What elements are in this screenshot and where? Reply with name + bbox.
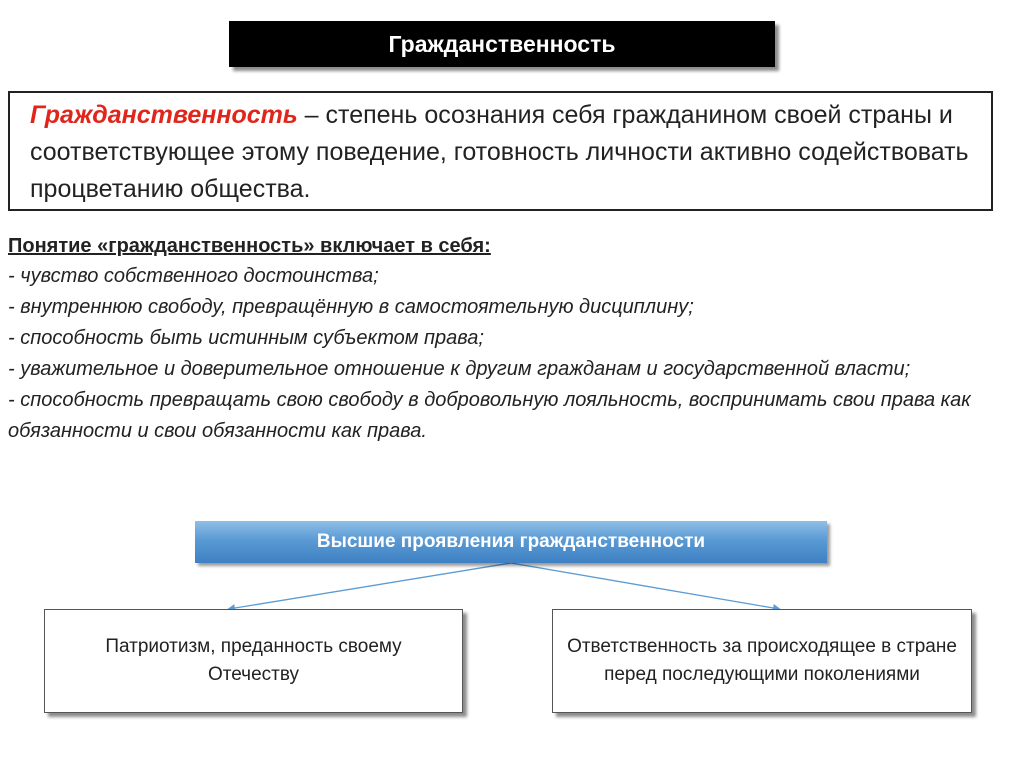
definition-box — [8, 91, 993, 211]
highest-manifestations-box — [195, 521, 827, 563]
concept-item-loyalty: - способность превращать свою свободу в добровольную лояльность, воспринимать свои права как обязанности и свои обязанности как права. — [8, 389, 971, 442]
concept-list — [8, 261, 1008, 447]
responsibility-text: Ответственность за происходящее в стране перед последующими поколениями — [567, 636, 957, 685]
slide-title-text: Гражданственность — [388, 30, 616, 57]
concept-item-respect: - уважительное и доверительное отношение к другим гражданам и государственной власти; — [8, 358, 911, 380]
arrow-to-left-box — [229, 563, 511, 609]
definition-body: – степень осознания себя гражданином своей страны и соответствующее этому поведение, готовность личности активно содействовать процветанию общества. — [30, 101, 969, 203]
concept-item-legal-subject: - способность быть истинным субъектом права; — [8, 327, 484, 349]
concept-item-dignity: - чувство собственного достоинства; — [8, 265, 379, 287]
responsibility-box — [552, 609, 972, 713]
patriotism-box — [44, 609, 463, 713]
definition-term: Гражданственность — [30, 101, 298, 129]
patriotism-text: Патриотизм, преданность своему Отечеству — [105, 636, 402, 685]
arrow-to-right-box — [511, 563, 779, 609]
concept-item-inner-freedom: - внутреннюю свободу, превращённую в самостоятельную дисциплину; — [8, 296, 694, 318]
concept-block — [8, 232, 1008, 447]
slide-title — [229, 21, 775, 67]
concept-heading: Понятие «гражданственность» включает в себя: — [8, 235, 491, 257]
definition-paragraph — [30, 97, 991, 208]
highest-manifestations-text: Высшие проявления гражданственности — [316, 531, 706, 552]
